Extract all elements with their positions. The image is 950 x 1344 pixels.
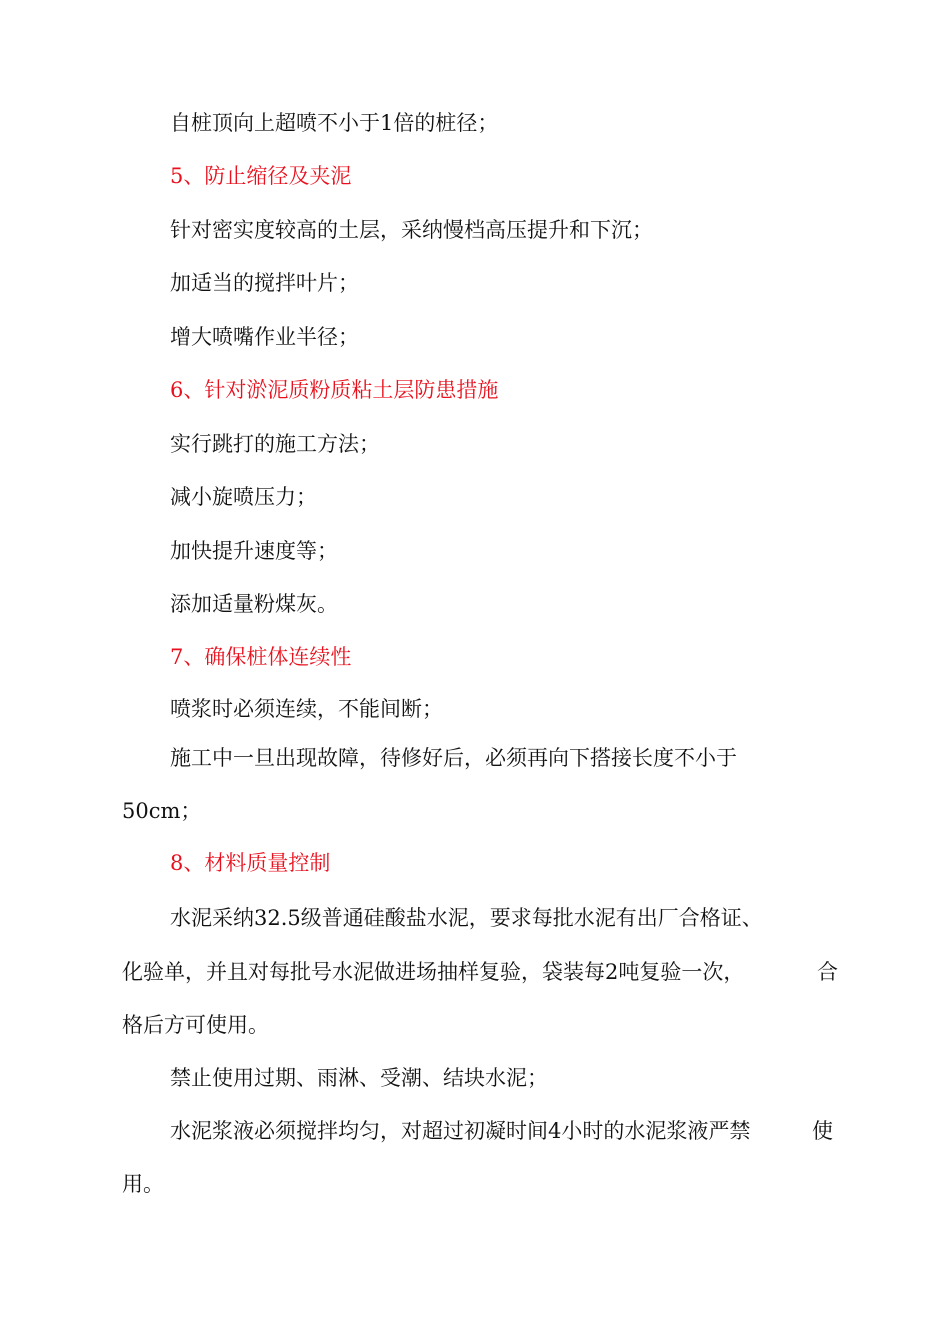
paragraph: 施工中一旦出现故障，待修好后，必须再向下搭接长度不小于 — [170, 746, 737, 770]
paragraph: 添加适量粉煤灰。 — [170, 592, 338, 616]
paragraph-justified-line — [122, 957, 838, 987]
paragraph: 禁止使用过期、雨淋、受潮、结块水泥； — [170, 1066, 548, 1090]
paragraph: 加快提升速度等； — [170, 539, 338, 563]
section-heading-8: 8、材料质量控制 — [170, 851, 331, 875]
paragraph: 减小旋喷压力； — [170, 485, 317, 509]
text-run: 化验单，并且对每批号水泥做进场抽样复验，袋装每2吨复验一次， — [122, 960, 745, 984]
section-heading-7: 7、确保桩体连续性 — [170, 645, 352, 669]
paragraph: 针对密实度较高的土层，采纳慢档高压提升和下沉； — [170, 218, 653, 242]
paragraph: 水泥浆液必须搅拌均匀，对超过初凝时间4小时的水泥浆液严禁 — [170, 1119, 751, 1143]
paragraph-continuation: 用。 — [122, 1172, 164, 1196]
paragraph: 实行跳打的施工方法； — [170, 432, 380, 456]
paragraph: 喷浆时必须连续，不能间断； — [170, 697, 443, 721]
section-heading-5: 5、防止缩径及夹泥 — [170, 164, 352, 188]
paragraph-continuation: 格后方可使用。 — [122, 1013, 269, 1037]
section-heading-6: 6、针对淤泥质粉质粘土层防患措施 — [170, 378, 499, 402]
paragraph-continuation: 50cm； — [122, 799, 202, 823]
paragraph: 增大喷嘴作业半径； — [170, 325, 359, 349]
text-run: 合 — [817, 960, 838, 984]
text-run: 使 — [812, 1119, 833, 1143]
paragraph: 自桩顶向上超喷不小于1倍的桩径； — [170, 111, 499, 135]
paragraph: 水泥采纳32.5级普通硅酸盐水泥，要求每批水泥有出厂合格证、 — [170, 906, 763, 930]
paragraph: 加适当的搅拌叶片； — [170, 271, 359, 295]
